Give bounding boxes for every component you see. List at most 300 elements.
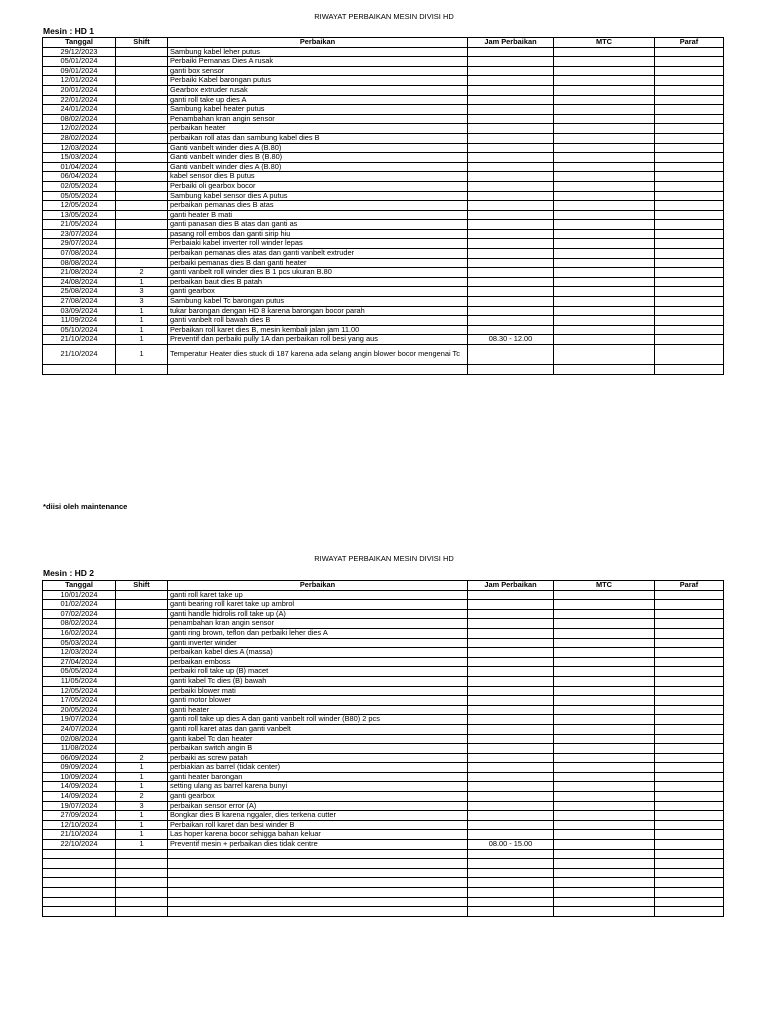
header-shift: Shift xyxy=(116,581,168,591)
cell-jam-perbaikan xyxy=(468,229,554,239)
table-row xyxy=(43,667,724,677)
cell-shift xyxy=(116,888,168,898)
cell-perbaikan xyxy=(168,907,468,917)
cell-jam-perbaikan xyxy=(468,76,554,86)
table-row xyxy=(43,268,724,278)
cell-paraf xyxy=(655,181,724,191)
cell-paraf xyxy=(655,105,724,115)
table-row xyxy=(43,849,724,859)
cell-mtc xyxy=(554,66,655,76)
cell-mtc xyxy=(554,325,655,335)
table-row xyxy=(43,143,724,153)
cell-tanggal: 22/01/2024 xyxy=(43,95,116,105)
cell-mtc xyxy=(554,609,655,619)
cell-paraf xyxy=(655,277,724,287)
table-row xyxy=(43,124,724,134)
cell-tanggal xyxy=(43,868,116,878)
cell-paraf xyxy=(655,849,724,859)
cell-perbaikan: ganti roll karet atas dan ganti vanbelt xyxy=(168,724,468,734)
cell-shift xyxy=(116,210,168,220)
cell-jam-perbaikan xyxy=(468,95,554,105)
cell-shift xyxy=(116,590,168,600)
cell-shift xyxy=(116,878,168,888)
cell-shift xyxy=(116,191,168,201)
cell-tanggal xyxy=(43,849,116,859)
cell-shift: 1 xyxy=(116,811,168,821)
cell-paraf xyxy=(655,619,724,629)
cell-paraf xyxy=(655,76,724,86)
cell-tanggal: 27/08/2024 xyxy=(43,297,116,307)
cell-jam-perbaikan xyxy=(468,638,554,648)
cell-paraf xyxy=(655,162,724,172)
header-jam-perbaikan: Jam Perbaikan xyxy=(468,581,554,591)
cell-mtc xyxy=(554,600,655,610)
cell-tanggal: 24/07/2024 xyxy=(43,724,116,734)
cell-jam-perbaikan xyxy=(468,724,554,734)
cell-mtc xyxy=(554,763,655,773)
cell-jam-perbaikan xyxy=(468,753,554,763)
document-title: RIWAYAT PERBAIKAN MESIN DIVISI HD xyxy=(314,12,454,21)
cell-shift: 1 xyxy=(116,840,168,850)
cell-paraf xyxy=(655,667,724,677)
table-row xyxy=(43,840,724,850)
cell-perbaikan: Sambung kabel heater putus xyxy=(168,105,468,115)
cell-mtc xyxy=(554,277,655,287)
cell-perbaikan: ganti motor blower xyxy=(168,696,468,706)
cell-shift xyxy=(116,600,168,610)
cell-paraf xyxy=(655,600,724,610)
cell-tanggal: 27/04/2024 xyxy=(43,657,116,667)
cell-paraf xyxy=(655,609,724,619)
cell-jam-perbaikan xyxy=(468,239,554,249)
cell-perbaikan: ganti gearbox xyxy=(168,792,468,802)
cell-paraf xyxy=(655,648,724,658)
cell-perbaikan: ganti ring brown, teflon dan perbaiki leher dies A xyxy=(168,628,468,638)
cell-mtc xyxy=(554,172,655,182)
cell-mtc xyxy=(554,657,655,667)
cell-jam-perbaikan xyxy=(468,859,554,869)
cell-tanggal: 24/01/2024 xyxy=(43,105,116,115)
header-paraf: Paraf xyxy=(655,38,724,48)
cell-shift xyxy=(116,859,168,869)
cell-tanggal: 01/04/2024 xyxy=(43,162,116,172)
cell-paraf xyxy=(655,287,724,297)
cell-tanggal: 05/05/2024 xyxy=(43,667,116,677)
table-row xyxy=(43,907,724,917)
cell-mtc xyxy=(554,705,655,715)
cell-tanggal: 06/09/2024 xyxy=(43,753,116,763)
cell-perbaikan: ganti vanbelt roll bawah dies B xyxy=(168,316,468,326)
cell-perbaikan: ganti heater barongan xyxy=(168,772,468,782)
cell-mtc xyxy=(554,849,655,859)
cell-perbaikan xyxy=(168,888,468,898)
cell-mtc xyxy=(554,124,655,134)
cell-shift xyxy=(116,609,168,619)
cell-mtc xyxy=(554,239,655,249)
cell-paraf xyxy=(655,888,724,898)
cell-mtc xyxy=(554,345,655,365)
table-row xyxy=(43,153,724,163)
cell-mtc xyxy=(554,907,655,917)
cell-mtc xyxy=(554,638,655,648)
cell-perbaikan: perbaikan sensor error (A) xyxy=(168,801,468,811)
cell-jam-perbaikan xyxy=(468,897,554,907)
cell-jam-perbaikan xyxy=(468,47,554,57)
cell-tanggal: 12/05/2024 xyxy=(43,201,116,211)
cell-perbaikan: perbaiki as screw patah xyxy=(168,753,468,763)
cell-shift xyxy=(116,162,168,172)
cell-tanggal: 06/04/2024 xyxy=(43,172,116,182)
cell-paraf xyxy=(655,85,724,95)
footnote: *diisi oleh maintenance xyxy=(43,502,128,511)
cell-perbaikan: ganti roll karet take up xyxy=(168,590,468,600)
cell-shift xyxy=(116,172,168,182)
cell-perbaikan xyxy=(168,365,468,375)
cell-jam-perbaikan xyxy=(468,325,554,335)
cell-mtc xyxy=(554,686,655,696)
cell-jam-perbaikan xyxy=(468,105,554,115)
cell-paraf xyxy=(655,705,724,715)
cell-shift xyxy=(116,181,168,191)
cell-jam-perbaikan xyxy=(468,287,554,297)
cell-mtc xyxy=(554,715,655,725)
cell-shift xyxy=(116,47,168,57)
cell-shift xyxy=(116,686,168,696)
cell-jam-perbaikan xyxy=(468,811,554,821)
cell-paraf xyxy=(655,820,724,830)
cell-mtc xyxy=(554,287,655,297)
cell-shift: 1 xyxy=(116,316,168,326)
cell-shift xyxy=(116,897,168,907)
cell-paraf xyxy=(655,210,724,220)
cell-jam-perbaikan xyxy=(468,172,554,182)
cell-tanggal xyxy=(43,888,116,898)
table-row xyxy=(43,792,724,802)
table-row xyxy=(43,201,724,211)
cell-perbaikan: ganti bearing roll karet take up ambrol xyxy=(168,600,468,610)
cell-mtc xyxy=(554,181,655,191)
cell-mtc xyxy=(554,220,655,230)
cell-shift: 2 xyxy=(116,792,168,802)
table-row xyxy=(43,705,724,715)
cell-tanggal: 20/01/2024 xyxy=(43,85,116,95)
document-title: RIWAYAT PERBAIKAN MESIN DIVISI HD xyxy=(314,554,454,563)
table-row xyxy=(43,297,724,307)
table-row xyxy=(43,191,724,201)
cell-mtc xyxy=(554,628,655,638)
cell-mtc xyxy=(554,365,655,375)
cell-mtc xyxy=(554,114,655,124)
cell-paraf xyxy=(655,297,724,307)
cell-shift xyxy=(116,220,168,230)
cell-perbaikan: Penambahan kran angin sensor xyxy=(168,114,468,124)
cell-perbaikan: Sambung kabel sensor dies A putus xyxy=(168,191,468,201)
cell-tanggal: 11/08/2024 xyxy=(43,744,116,754)
cell-paraf xyxy=(655,66,724,76)
cell-perbaikan: perbaikan roll atas dan sambung kabel dies B xyxy=(168,133,468,143)
cell-mtc xyxy=(554,229,655,239)
cell-perbaikan: penambahan kran angin sensor xyxy=(168,619,468,629)
cell-tanggal: 07/02/2024 xyxy=(43,609,116,619)
cell-paraf xyxy=(655,268,724,278)
cell-tanggal: 27/09/2024 xyxy=(43,811,116,821)
cell-jam-perbaikan xyxy=(468,782,554,792)
table-row xyxy=(43,287,724,297)
cell-perbaikan: ganti heater B mati xyxy=(168,210,468,220)
cell-paraf xyxy=(655,249,724,259)
cell-jam-perbaikan xyxy=(468,66,554,76)
table-row xyxy=(43,753,724,763)
cell-shift xyxy=(116,229,168,239)
cell-mtc xyxy=(554,792,655,802)
cell-paraf xyxy=(655,124,724,134)
cell-tanggal: 12/05/2024 xyxy=(43,686,116,696)
table-row xyxy=(43,715,724,725)
cell-tanggal: 28/02/2024 xyxy=(43,133,116,143)
cell-mtc xyxy=(554,306,655,316)
cell-jam-perbaikan: 08.00 - 15.00 xyxy=(468,840,554,850)
cell-tanggal: 25/08/2024 xyxy=(43,287,116,297)
cell-jam-perbaikan xyxy=(468,297,554,307)
cell-mtc xyxy=(554,143,655,153)
cell-shift: 1 xyxy=(116,772,168,782)
cell-paraf xyxy=(655,792,724,802)
cell-shift: 1 xyxy=(116,335,168,345)
table-row xyxy=(43,734,724,744)
cell-shift: 1 xyxy=(116,277,168,287)
cell-paraf xyxy=(655,365,724,375)
cell-tanggal: 16/02/2024 xyxy=(43,628,116,638)
cell-jam-perbaikan xyxy=(468,628,554,638)
cell-mtc xyxy=(554,696,655,706)
cell-perbaikan xyxy=(168,868,468,878)
cell-mtc xyxy=(554,667,655,677)
table-row xyxy=(43,335,724,345)
cell-tanggal: 29/07/2024 xyxy=(43,239,116,249)
cell-shift xyxy=(116,57,168,67)
header-mtc: MTC xyxy=(554,38,655,48)
header-tanggal: Tanggal xyxy=(43,581,116,591)
cell-shift xyxy=(116,258,168,268)
cell-perbaikan: Las hoper karena bocor sehigga bahan keluar xyxy=(168,830,468,840)
cell-perbaikan: ganti kabel Tc dan heater xyxy=(168,734,468,744)
cell-tanggal: 17/05/2024 xyxy=(43,696,116,706)
cell-tanggal: 10/09/2024 xyxy=(43,772,116,782)
table-row xyxy=(43,744,724,754)
cell-jam-perbaikan xyxy=(468,220,554,230)
table-row xyxy=(43,239,724,249)
cell-perbaikan: perbaikan pemanas dies B atas xyxy=(168,201,468,211)
cell-perbaikan: perbaikan pemanas dies atas dan ganti vanbelt extruder xyxy=(168,249,468,259)
cell-paraf xyxy=(655,907,724,917)
table-row xyxy=(43,249,724,259)
cell-jam-perbaikan xyxy=(468,667,554,677)
cell-mtc xyxy=(554,47,655,57)
cell-mtc xyxy=(554,868,655,878)
table-row xyxy=(43,76,724,86)
cell-perbaikan: Preventif dan perbaiki pully 1A dan perbaikan roll besi yang aus xyxy=(168,335,468,345)
cell-perbaikan xyxy=(168,897,468,907)
cell-mtc xyxy=(554,590,655,600)
repair-history-table-hd2 xyxy=(42,580,724,917)
cell-paraf xyxy=(655,772,724,782)
cell-tanggal: 21/08/2024 xyxy=(43,268,116,278)
cell-tanggal: 14/09/2024 xyxy=(43,782,116,792)
cell-tanggal xyxy=(43,859,116,869)
cell-tanggal: 20/05/2024 xyxy=(43,705,116,715)
cell-tanggal: 09/09/2024 xyxy=(43,763,116,773)
cell-shift xyxy=(116,124,168,134)
cell-tanggal: 19/07/2024 xyxy=(43,715,116,725)
cell-mtc xyxy=(554,335,655,345)
cell-mtc xyxy=(554,734,655,744)
table-row xyxy=(43,114,724,124)
repair-history-table-hd1 xyxy=(42,37,724,375)
header-jam-perbaikan: Jam Perbaikan xyxy=(468,38,554,48)
cell-tanggal: 03/09/2024 xyxy=(43,306,116,316)
table-row xyxy=(43,696,724,706)
cell-perbaikan: Sambung kabel Tc barongan putus xyxy=(168,297,468,307)
cell-perbaikan: ganti gearbox xyxy=(168,287,468,297)
cell-tanggal: 05/10/2024 xyxy=(43,325,116,335)
cell-paraf xyxy=(655,316,724,326)
cell-shift xyxy=(116,114,168,124)
header-tanggal: Tanggal xyxy=(43,38,116,48)
cell-mtc xyxy=(554,85,655,95)
table-row xyxy=(43,345,724,365)
cell-paraf xyxy=(655,811,724,821)
cell-perbaikan: Temperatur Heater dies stuck di 187 karena ada selang angin blower bocor mengenai Tc xyxy=(168,345,468,365)
table-row xyxy=(43,638,724,648)
cell-tanggal: 12/02/2024 xyxy=(43,124,116,134)
cell-paraf xyxy=(655,239,724,249)
cell-tanggal: 09/01/2024 xyxy=(43,66,116,76)
cell-shift xyxy=(116,143,168,153)
cell-jam-perbaikan xyxy=(468,85,554,95)
cell-tanggal: 01/02/2024 xyxy=(43,600,116,610)
cell-mtc xyxy=(554,57,655,67)
cell-paraf xyxy=(655,628,724,638)
cell-paraf xyxy=(655,220,724,230)
cell-mtc xyxy=(554,95,655,105)
cell-mtc xyxy=(554,162,655,172)
cell-paraf xyxy=(655,229,724,239)
table-row xyxy=(43,868,724,878)
cell-paraf xyxy=(655,868,724,878)
cell-jam-perbaikan xyxy=(468,744,554,754)
cell-mtc xyxy=(554,105,655,115)
table-row xyxy=(43,888,724,898)
cell-perbaikan: ganti handle hidrolis roll take up (A) xyxy=(168,609,468,619)
cell-mtc xyxy=(554,648,655,658)
cell-tanggal: 05/05/2024 xyxy=(43,191,116,201)
cell-shift xyxy=(116,628,168,638)
cell-paraf xyxy=(655,734,724,744)
cell-shift xyxy=(116,715,168,725)
machine-label: Mesin : HD 2 xyxy=(43,568,95,578)
cell-jam-perbaikan xyxy=(468,201,554,211)
cell-paraf xyxy=(655,335,724,345)
cell-paraf xyxy=(655,638,724,648)
table-row xyxy=(43,724,724,734)
header-perbaikan: Perbaikan xyxy=(168,581,468,591)
table-row xyxy=(43,859,724,869)
cell-jam-perbaikan xyxy=(468,648,554,658)
cell-perbaikan: kabel sensor dies B putus xyxy=(168,172,468,182)
cell-jam-perbaikan xyxy=(468,191,554,201)
cell-mtc xyxy=(554,772,655,782)
cell-paraf xyxy=(655,325,724,335)
cell-shift xyxy=(116,657,168,667)
cell-perbaikan: ganti inverter winder xyxy=(168,638,468,648)
cell-perbaikan xyxy=(168,878,468,888)
cell-paraf xyxy=(655,143,724,153)
cell-shift: 1 xyxy=(116,306,168,316)
cell-paraf xyxy=(655,744,724,754)
table-row xyxy=(43,85,724,95)
cell-perbaikan: Perbaikan roll karet dies B, mesin kembali jalan jam 11.00 xyxy=(168,325,468,335)
cell-perbaikan: Sambung kabel leher putus xyxy=(168,47,468,57)
cell-paraf xyxy=(655,345,724,365)
cell-tanggal: 08/02/2024 xyxy=(43,619,116,629)
cell-shift: 1 xyxy=(116,820,168,830)
cell-shift: 3 xyxy=(116,287,168,297)
cell-perbaikan xyxy=(168,859,468,869)
cell-paraf xyxy=(655,306,724,316)
cell-shift xyxy=(116,734,168,744)
cell-tanggal xyxy=(43,907,116,917)
cell-perbaikan: ganti kabel Tc dies (B) bawah xyxy=(168,676,468,686)
cell-shift: 2 xyxy=(116,753,168,763)
cell-perbaikan xyxy=(168,849,468,859)
cell-jam-perbaikan xyxy=(468,868,554,878)
cell-mtc xyxy=(554,897,655,907)
cell-perbaikan: perbaikan emboss xyxy=(168,657,468,667)
cell-perbaikan: Preventif mesin + perbaikan dies tidak centre xyxy=(168,840,468,850)
table-row xyxy=(43,648,724,658)
cell-perbaikan: perbaikan kabel dies A (massa) xyxy=(168,648,468,658)
table-row xyxy=(43,277,724,287)
cell-mtc xyxy=(554,859,655,869)
cell-tanggal: 12/03/2024 xyxy=(43,143,116,153)
cell-perbaikan: Bongkar dies B karena nggaler, dies terkena cutter xyxy=(168,811,468,821)
cell-shift xyxy=(116,85,168,95)
cell-jam-perbaikan xyxy=(468,696,554,706)
cell-mtc xyxy=(554,258,655,268)
table-row xyxy=(43,600,724,610)
cell-perbaikan: Perbaikan roll karet dan besi winder B xyxy=(168,820,468,830)
cell-jam-perbaikan xyxy=(468,345,554,365)
cell-mtc xyxy=(554,878,655,888)
table-row xyxy=(43,676,724,686)
cell-jam-perbaikan xyxy=(468,210,554,220)
table-row xyxy=(43,181,724,191)
cell-shift xyxy=(116,619,168,629)
cell-perbaikan: Perbaiki Pemanas Dies A rusak xyxy=(168,57,468,67)
cell-tanggal: 21/05/2024 xyxy=(43,220,116,230)
cell-shift xyxy=(116,868,168,878)
cell-tanggal: 13/05/2024 xyxy=(43,210,116,220)
table-row xyxy=(43,306,724,316)
table-row xyxy=(43,95,724,105)
table-row xyxy=(43,210,724,220)
cell-paraf xyxy=(655,715,724,725)
cell-perbaikan: Perbaiki oli gearbox bocor xyxy=(168,181,468,191)
cell-perbaikan: Perbaiki Kabel barongan putus xyxy=(168,76,468,86)
cell-shift xyxy=(116,705,168,715)
table-row xyxy=(43,609,724,619)
cell-tanggal: 02/05/2024 xyxy=(43,181,116,191)
